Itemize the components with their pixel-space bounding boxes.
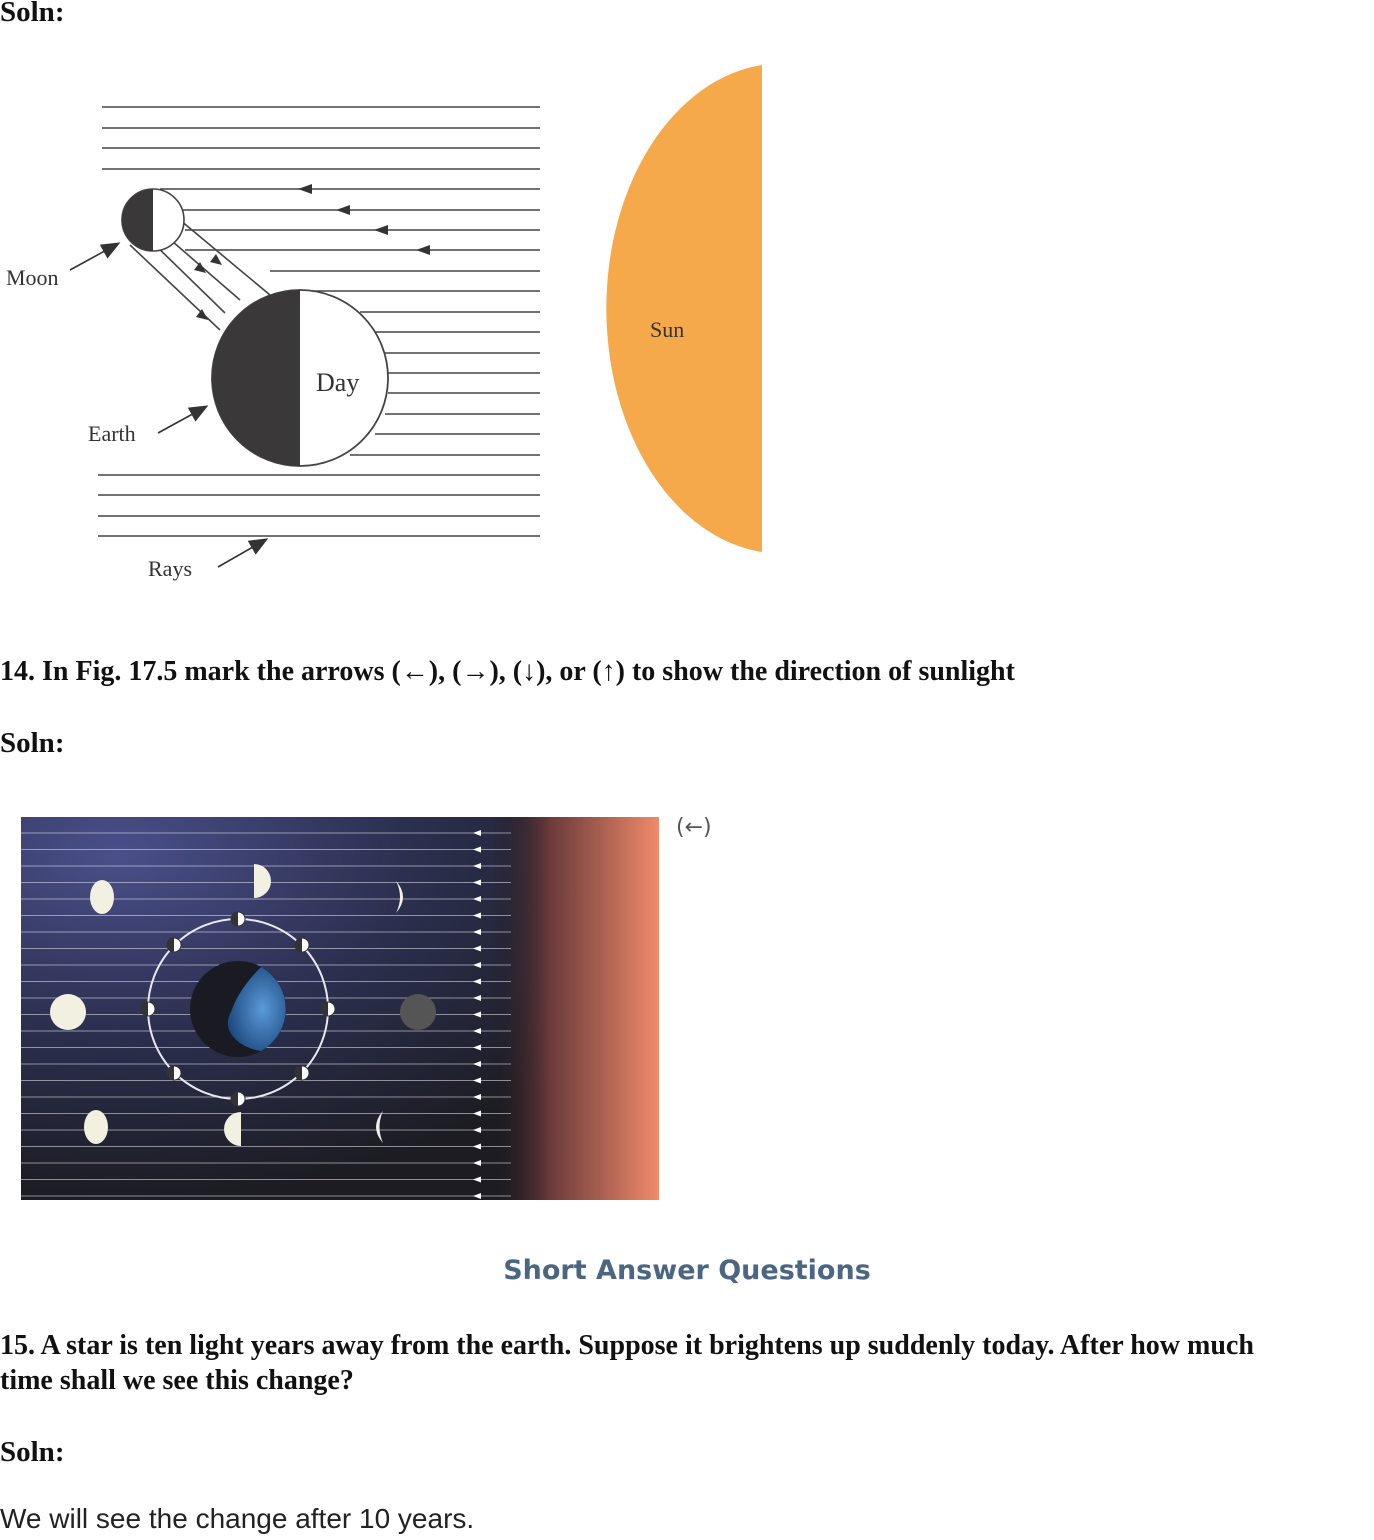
- figure-moon-phases: [21, 817, 659, 1200]
- rays-pointer: [218, 543, 260, 567]
- figure-moon-earth-sun: [0, 55, 800, 595]
- moon-pointer: [70, 247, 112, 270]
- sun-glow: [491, 817, 659, 1200]
- moon-shape: [122, 189, 184, 251]
- day-label: Day: [316, 368, 360, 397]
- answer-15: We will see the change after 10 years.: [0, 1503, 475, 1534]
- ray-arrowheads: [298, 184, 430, 255]
- earth-label: Earth: [88, 421, 136, 446]
- direction-answer-label: (←): [676, 815, 712, 840]
- question-15-line-1: 15. A star is ten light years away from the earth. Suppose it brightens up suddenly today. After how much: [0, 1330, 1254, 1361]
- sun-label: Sun: [650, 317, 685, 342]
- sun-shape: [606, 65, 762, 552]
- soln-heading-3: Soln:: [0, 1436, 65, 1468]
- question-14: 14. In Fig. 17.5 mark the arrows (←), (→), (↓), or (↑) to show the direction of sunlight: [0, 656, 1015, 687]
- soln-heading-1: Soln:: [0, 0, 65, 28]
- soln-heading-2: Soln:: [0, 727, 65, 759]
- earth-shape: [212, 290, 388, 466]
- section-title: Short Answer Questions: [503, 1255, 871, 1286]
- earth-globe: [190, 961, 286, 1057]
- moon-label: Moon: [6, 265, 59, 290]
- rays-label: Rays: [148, 556, 192, 581]
- question-15-line-2: time shall we see this change?: [0, 1365, 354, 1396]
- earth-pointer: [158, 410, 200, 433]
